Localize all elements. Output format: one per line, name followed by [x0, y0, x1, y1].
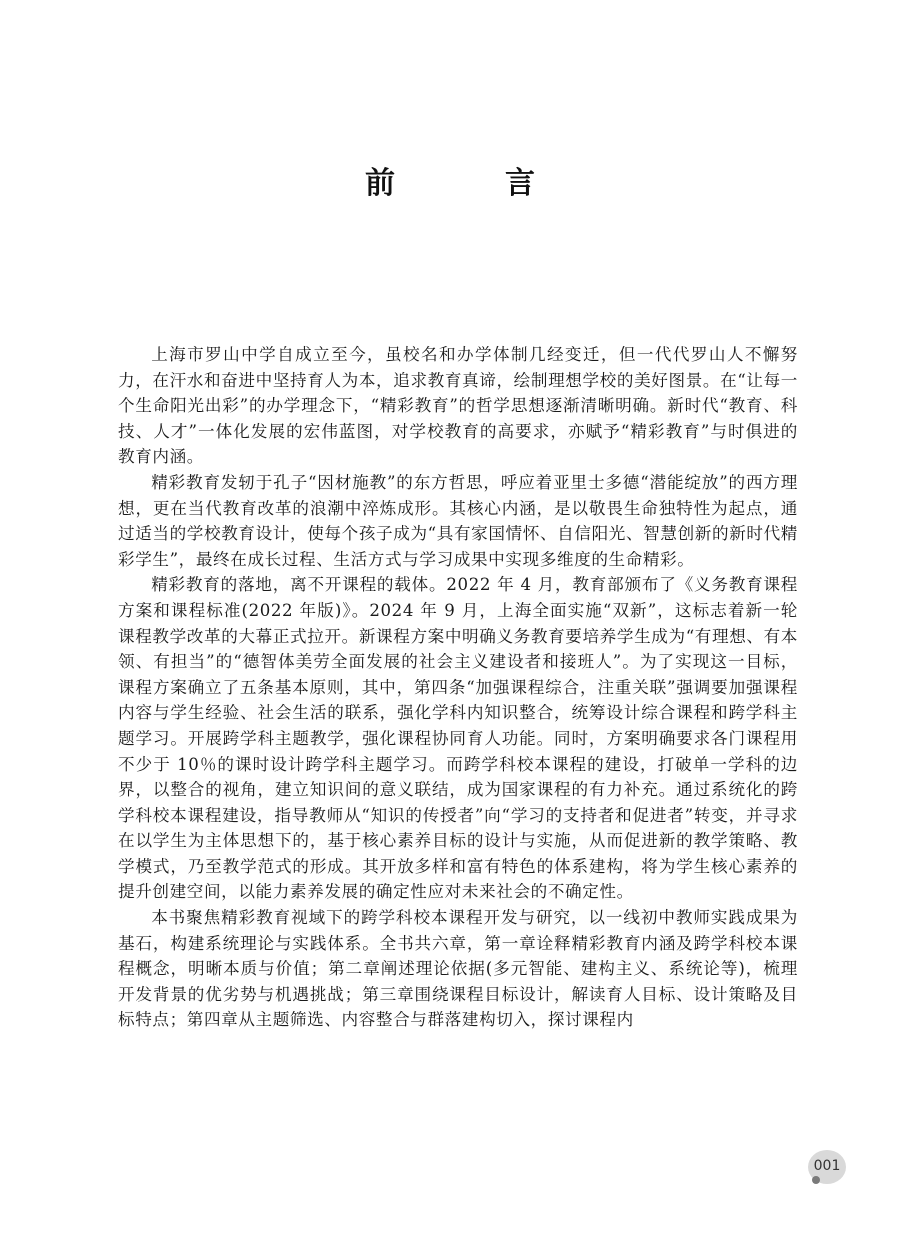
page-number-badge	[808, 1150, 848, 1186]
paragraph-1: 上海市罗山中学自成立至今，虽校名和办学体制几经变迁，但一代代罗山人不懈努力，在汗水和奋进中坚持育人为本，追求教育真谛，绘制理想学校的美好图景。在“让每一个生命阳光出彩”的办学理念下，“精彩教育”的哲学思想逐渐清晰明确。新时代“教育、科技、人才”一体化发展的宏伟蓝图，对学校教育的高要求，亦赋予“精彩教育”与时俱进的教育内涵。	[118, 345, 798, 467]
page-number-dot	[812, 1176, 820, 1184]
page-number: 001	[813, 1158, 841, 1174]
paragraph-4: 本书聚焦精彩教育视域下的跨学科校本课程开发与研究，以一线初中教师实践成果为基石，构建系统理论与实践体系。全书共六章，第一章诠释精彩教育内涵及跨学科校本课程概念，明晰本质与价值；第二章阐述理论依据(多元智能、建构主义、系统论等)，梳理开发背景的优劣势与机遇挑战；第三章围绕课程目标设计，解读育人目标、设计策略及目标特点；第四章从主题筛选、内容整合与群落建构切入，探讨课程内	[118, 908, 798, 1030]
paragraph-3: 精彩教育的落地，离不开课程的载体。2022 年 4 月，教育部颁布了《义务教育课程方案和课程标准(2022 年版)》。2024 年 9 月，上海全面实施“双新”，这标志着新一轮课程教学改革的大幕正式拉开。新课程方案中明确义务教育要培养学生成为“有理想、有本领、有担当”的“德智体美劳全面发展的社会主义建设者和接班人”。为了实现这一目标，课程方案确立了五条基本原则，其中，第四条“加强课程综合，注重关联”强调要加强课程内容与学生经验、社会生活的联系，强化学科内知识整合，统筹设计综合课程和跨学科主题学习。开展跨学科主题教学，强化课程协同育人功能。同时，方案明确要求各门课程用不少于 10％的课时设计跨学科主题学习。而跨学科校本课程的建设，打破单一学科的边界，以整合的视角，建立知识间的意义联结，成为国家课程的有力补充。通过系统化的跨学科校本课程建设，指导教师从“知识的传授者”向“学习的支持者和促进者”转变，并寻求在以学生为主体思想下的，基于核心素养目标的设计与实施，从而促进新的教学策略、教学模式，乃至教学范式的形成。其开放多样和富有特色的体系建构，将为学生核心素养的提升创建空间，以能力素养发展的确定性应对未来社会的不确定性。	[118, 575, 798, 902]
preface-body	[118, 342, 798, 1033]
page-title: 前 言	[365, 166, 575, 201]
paragraph-2: 精彩教育发轫于孔子“因材施教”的东方哲思，呼应着亚里士多德“潜能绽放”的西方理想，更在当代教育改革的浪潮中淬炼成形。其核心内涵，是以敬畏生命独特性为起点，通过适当的学校教育设计，使每个孩子成为“具有家国情怀、自信阳光、智慧创新的新时代精彩学生”，最终在成长过程、生活方式与学习成果中实现多维度的生命精彩。	[118, 472, 798, 569]
